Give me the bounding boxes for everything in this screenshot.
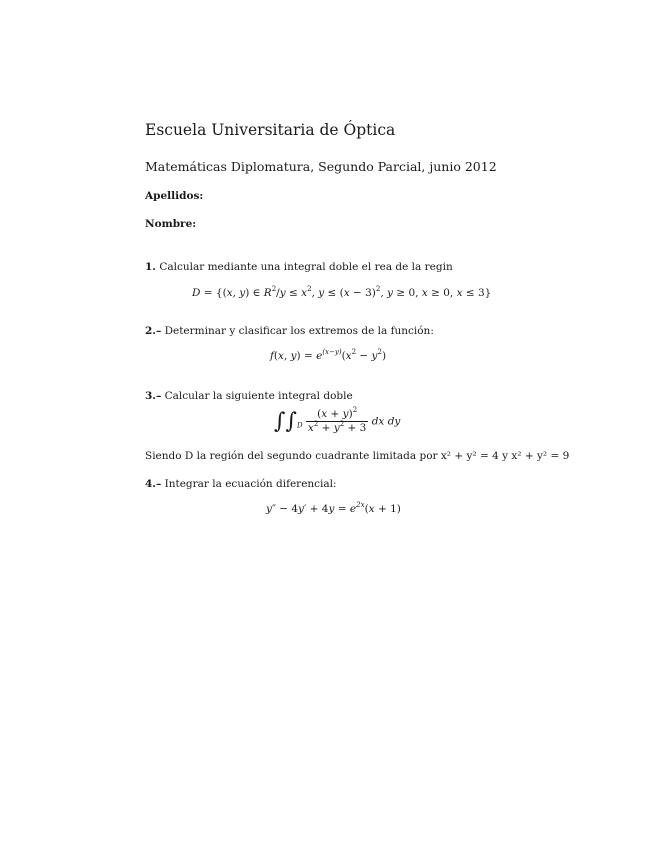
name-label: Nombre:: [145, 218, 197, 230]
page-title: Escuela Universitaria de Óptica: [145, 121, 396, 139]
problem-4-formula: $y'' - 4y' + 4y = e^{2x}(x + 1)$: [266, 501, 401, 515]
surname-label: Apellidos:: [145, 190, 204, 202]
problem-text: Calcular mediante una integral doble el rea de la regin: [159, 261, 453, 273]
problem-text: Integrar la ecuación diferencial:: [164, 478, 337, 490]
problem-text: Determinar y clasificar los extremos de la función:: [164, 325, 434, 337]
problem-3-statement: [145, 390, 353, 402]
problem-2-statement: [145, 325, 434, 337]
problem-number: 1.: [145, 261, 156, 273]
problem-3-note: Siendo D la región del segundo cuadrante limitada por x² + y² = 4 y x² + y² = 9: [145, 450, 570, 462]
problem-1-statement: [145, 261, 453, 273]
problem-text: Calcular la siguiente integral doble: [164, 390, 353, 402]
exam-subtitle: Matemáticas Diplomatura, Segundo Parcial, junio 2012: [145, 159, 497, 174]
problem-3-formula: $\int\int_D$ $\frac{(x + y)^2}{x^2 + y^2 + 3}$ dx dy: [274, 406, 401, 434]
problem-2-formula: f(x, $y) = e^{(x-y)}(x^2 - y^2)$: [270, 348, 387, 362]
problem-number: 3.–: [145, 390, 162, 402]
problem-number: 2.–: [145, 325, 162, 337]
problem-number: 4.–: [145, 478, 162, 490]
problem-1-formula: D = {(x, y) ∈ $R^2/y \le x^2$, $y \le (x - 3)^2$, y ≥ 0, x ≥ 0, x ≤ 3}: [192, 285, 492, 299]
problem-4-statement: [145, 478, 337, 490]
